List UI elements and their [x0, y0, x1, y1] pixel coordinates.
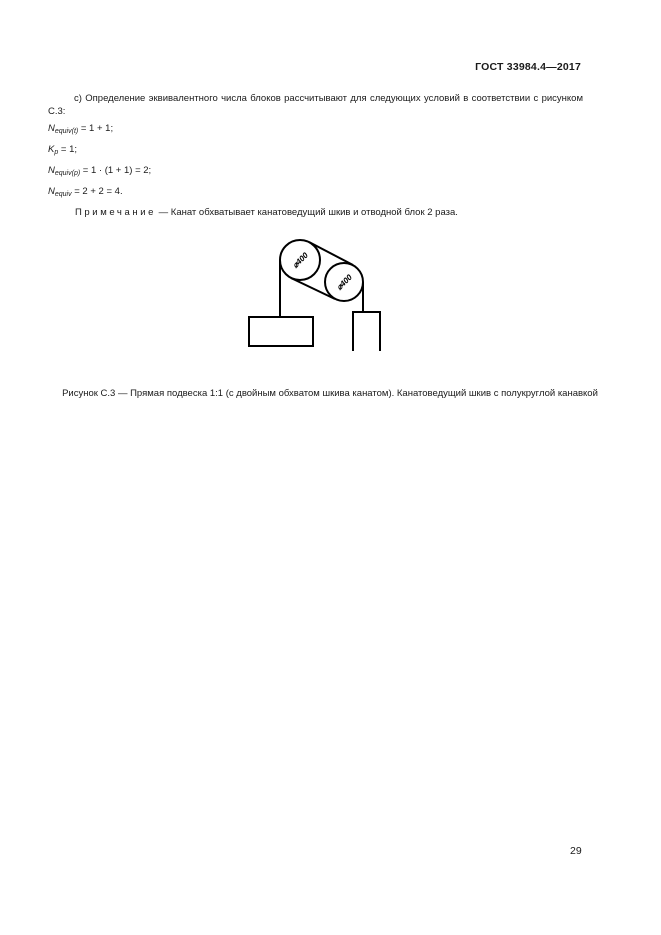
document-header-code: ГОСТ 33984.4—2017	[475, 61, 581, 73]
roping-diagram	[245, 233, 395, 351]
note-label: Примечание	[75, 207, 156, 218]
car-block	[249, 317, 313, 346]
formula-n-equiv-total: $N_{equiv} = 2 + 2 = 4$.	[48, 186, 123, 198]
rope-wrap-upper	[309, 242, 353, 265]
formula-n-equiv-p: $N_{equiv(p)} = 1 \cdot (1 + 1) = 2$;	[48, 165, 152, 177]
traction-sheave-diameter-label: ⌀400	[290, 250, 310, 270]
note-text: — Канат обхватывает канатоведущий шкив и отводной блок 2 раза.	[156, 207, 458, 218]
intro-paragraph	[48, 92, 583, 118]
note-line	[75, 207, 458, 218]
diverter-pulley-diameter-label: ⌀400	[334, 272, 354, 292]
page-number: 29	[570, 845, 582, 857]
counterweight-block	[353, 312, 380, 351]
figure-caption: Рисунок С.3 — Прямая подвеска 1:1 (с двойным обхватом шкива канатом). Канатоведущий шкив с полукруглой канавкой	[62, 388, 598, 399]
rope-wrap-lower	[291, 278, 335, 299]
formula-k-p: $K_p = 1$;	[48, 144, 77, 156]
formula-n-equiv-t: $N_{equiv(t)} = 1 + 1$;	[48, 123, 114, 135]
intro-paragraph-text: с) Определение эквивалентного числа блоков рассчитывают для следующих условий в соответствии с рисунком С.3:	[48, 93, 583, 117]
